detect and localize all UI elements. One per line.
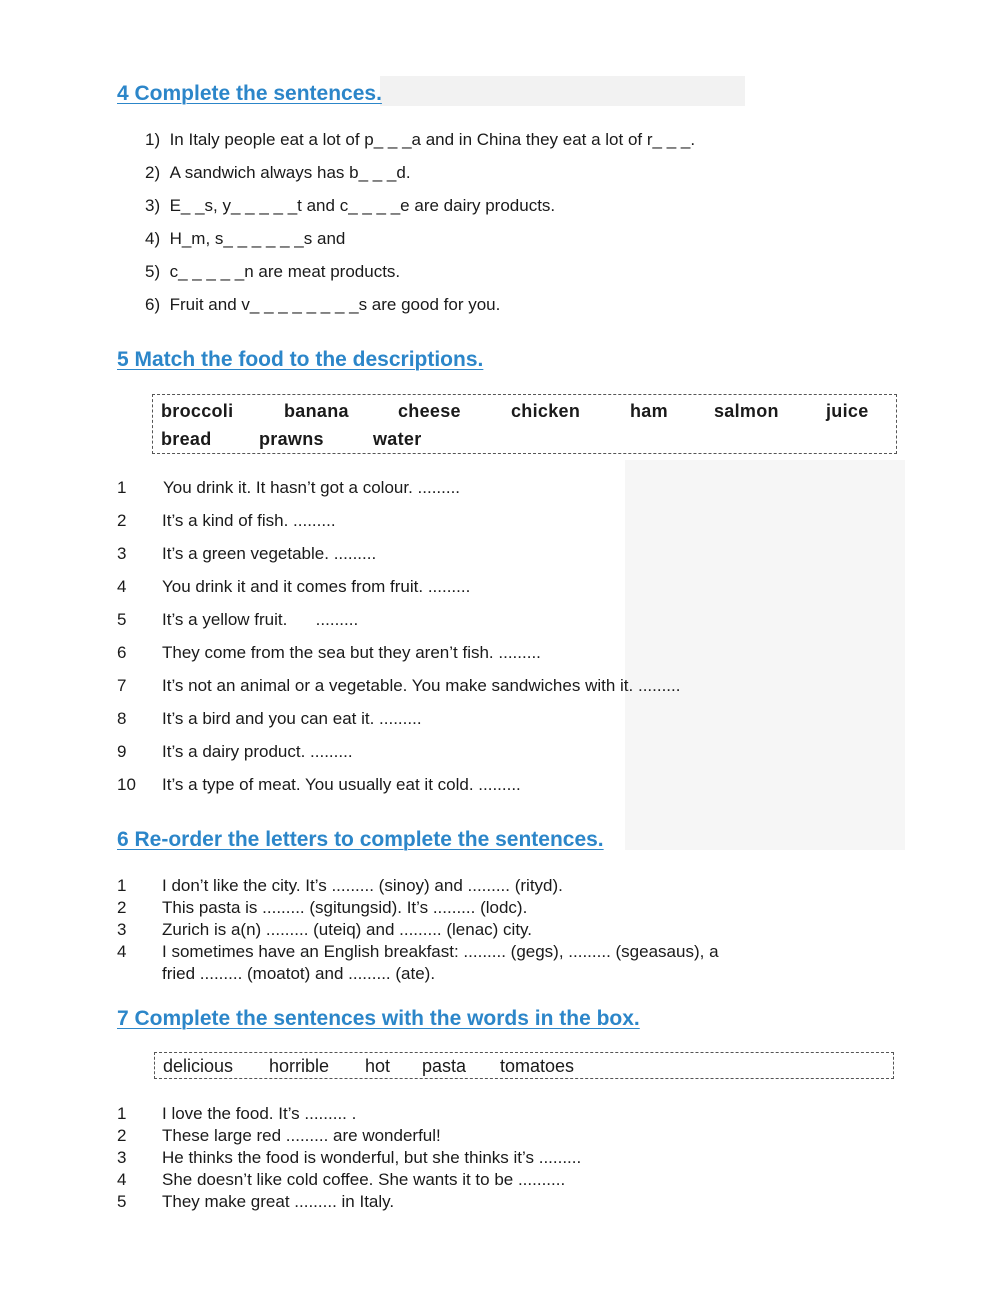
list-item: It’s not an animal or a vegetable. You make sandwiches with it. ......... xyxy=(162,676,681,695)
list-item: It’s a kind of fish. ......... xyxy=(162,511,336,530)
item-number: 4 xyxy=(117,942,127,961)
list-item: 2) A sandwich always has b_ _ _d. xyxy=(145,163,411,182)
word-chip: salmon xyxy=(714,401,779,421)
word-chip: tomatoes xyxy=(500,1056,575,1076)
section-5-title: 5 Match the food to the descriptions. xyxy=(117,348,484,371)
item-number: 4 xyxy=(117,1170,127,1189)
word-chip: cheese xyxy=(398,401,461,421)
item-number: 2 xyxy=(117,898,127,917)
item-number: 2 xyxy=(117,511,127,530)
item-number: 2 xyxy=(117,1126,127,1145)
item-number: 6 xyxy=(117,643,127,662)
word-chip: delicious xyxy=(163,1056,234,1076)
list-item: I sometimes have an English breakfast: ......... (gegs), ......... (sgeasaus), a xyxy=(162,942,719,961)
list-item: It’s a dairy product. ......... xyxy=(162,742,353,761)
list-item: This pasta is ......... (sgitungsid). It’s ......... (lodc). xyxy=(162,898,528,917)
word-box xyxy=(154,1052,894,1079)
show-through-panel xyxy=(625,460,905,850)
list-item-continued: fried ......... (moatot) and ......... (ate). xyxy=(162,964,436,983)
list-item: You drink it. It hasn’t got a colour. ......... xyxy=(163,478,461,497)
section-7-title: 7 Complete the sentences with the words in the box. xyxy=(117,1007,640,1030)
item-number: 8 xyxy=(117,709,127,728)
item-number: 10 xyxy=(117,775,136,794)
word-chip: water xyxy=(373,429,422,449)
section-4-title: 4 Complete the sentences. xyxy=(117,82,382,105)
list-item: She doesn’t like cold coffee. She wants it to be .......... xyxy=(162,1170,566,1189)
list-item: It’s a type of meat. You usually eat it cold. ......... xyxy=(162,775,521,794)
item-number: 1 xyxy=(117,1104,127,1123)
list-item: It’s a bird and you can eat it. ......... xyxy=(162,709,422,728)
word-box xyxy=(152,394,897,454)
word-chip: ham xyxy=(630,401,668,421)
item-number: 9 xyxy=(117,742,127,761)
section-6-title: 6 Re-order the letters to complete the sentences. xyxy=(117,828,604,851)
word-chip: hot xyxy=(365,1056,391,1076)
item-number: 3 xyxy=(117,1148,127,1167)
list-item: It’s a yellow fruit. ......... xyxy=(162,610,359,629)
list-item: 1) In Italy people eat a lot of p_ _ _a and in China they eat a lot of r_ _ _. xyxy=(145,130,696,149)
item-number: 1 xyxy=(117,876,127,895)
word-chip: bread xyxy=(161,429,212,449)
item-number: 7 xyxy=(117,676,127,695)
item-number: 5 xyxy=(117,1192,127,1211)
list-item: I don’t like the city. It’s ......... (sinoy) and ......... (rityd). xyxy=(162,876,563,895)
word-chip: prawns xyxy=(259,429,324,449)
item-number: 3 xyxy=(117,920,127,939)
item-number: 5 xyxy=(117,610,127,629)
item-number: 1 xyxy=(117,478,127,497)
list-item: Zurich is a(n) ......... (uteiq) and ......... (lenac) city. xyxy=(162,920,533,939)
list-item: They come from the sea but they aren’t fish. ......... xyxy=(162,643,541,662)
word-chip: banana xyxy=(284,401,349,421)
list-item: 6) Fruit and v_ _ _ _ _ _ _ _s are good for you. xyxy=(145,295,501,314)
word-chip: juice xyxy=(826,401,869,421)
list-item: He thinks the food is wonderful, but she thinks it’s ......... xyxy=(162,1148,582,1167)
word-chip: horrible xyxy=(269,1056,330,1076)
list-item: You drink it and it comes from fruit. ......... xyxy=(162,577,471,596)
word-chip: broccoli xyxy=(161,401,234,421)
item-number: 3 xyxy=(117,544,127,563)
list-item: I love the food. It’s ......... . xyxy=(162,1104,357,1123)
list-item: These large red ......... are wonderful! xyxy=(162,1126,441,1145)
list-item: It’s a green vegetable. ......... xyxy=(162,544,377,563)
word-chip: chicken xyxy=(511,401,581,421)
show-through-panel xyxy=(380,76,745,106)
list-item: 3) E_ _s, y_ _ _ _ _t and c_ _ _ _e are dairy products. xyxy=(145,196,556,215)
item-number: 4 xyxy=(117,577,127,596)
list-item: 5) c_ _ _ _ _n are meat products. xyxy=(145,262,401,281)
list-item: 4) H_m, s_ _ _ _ _ _s and xyxy=(145,229,346,248)
word-chip: pasta xyxy=(422,1056,467,1076)
list-item: They make great ......... in Italy. xyxy=(162,1192,395,1211)
